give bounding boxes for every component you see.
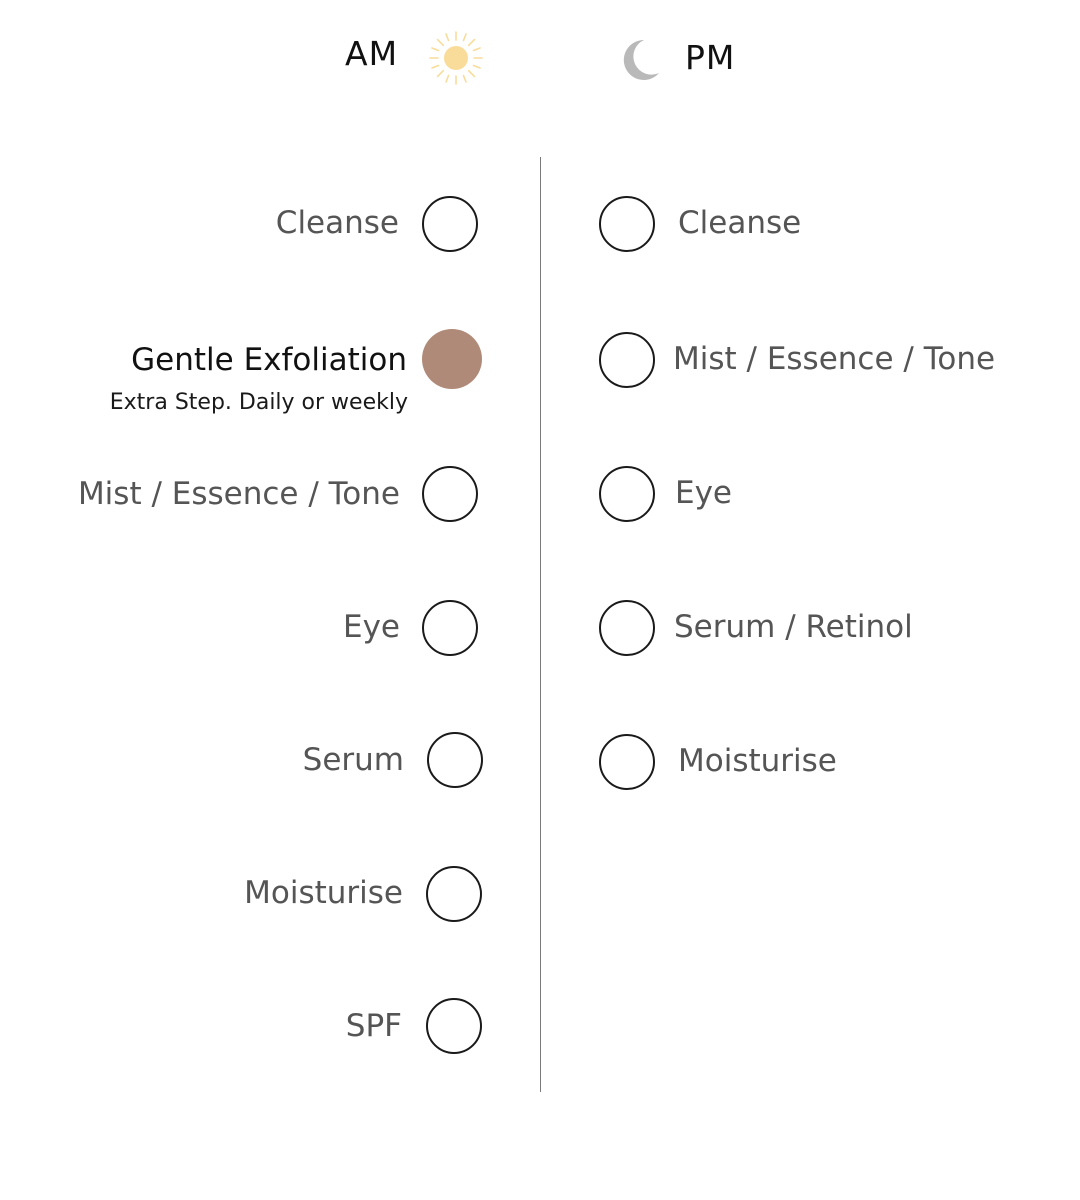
pm-step-label: Mist / Essence / Tone	[673, 341, 996, 377]
am-cleanse-checkbox[interactable]	[422, 196, 478, 252]
pm-serum-retinol-checkbox[interactable]	[599, 600, 655, 656]
am-step-label: Cleanse	[275, 205, 399, 241]
am-moisturise-checkbox[interactable]	[426, 866, 482, 922]
pm-mist-checkbox[interactable]	[599, 332, 655, 388]
pm-step-label: Moisturise	[678, 743, 837, 779]
pm-moisturise-checkbox[interactable]	[599, 734, 655, 790]
am-step-label: Eye	[342, 609, 400, 645]
pm-cleanse-checkbox[interactable]	[599, 196, 655, 252]
am-serum-checkbox[interactable]	[427, 732, 483, 788]
am-eye-checkbox[interactable]	[422, 600, 478, 656]
am-exfoliation-checkbox-checked[interactable]	[422, 329, 482, 389]
column-divider	[540, 157, 541, 1092]
moon-icon	[618, 37, 662, 81]
am-step-label: Moisturise	[244, 875, 403, 911]
sun-icon	[428, 30, 484, 86]
am-step-label: Mist / Essence / Tone	[77, 476, 400, 512]
pm-title: PM	[685, 38, 736, 77]
pm-step-label: Cleanse	[678, 205, 802, 241]
am-step-label: SPF	[345, 1008, 402, 1044]
am-step-note: Extra Step. Daily or weekly	[109, 390, 408, 415]
pm-step-label: Eye	[675, 475, 733, 511]
pm-step-label: Serum / Retinol	[674, 609, 913, 645]
am-title: AM	[345, 34, 399, 73]
am-step-label: Gentle Exfoliation	[131, 342, 407, 378]
am-spf-checkbox[interactable]	[426, 998, 482, 1054]
am-step-label: Serum	[302, 742, 404, 778]
pm-eye-checkbox[interactable]	[599, 466, 655, 522]
am-mist-checkbox[interactable]	[422, 466, 478, 522]
